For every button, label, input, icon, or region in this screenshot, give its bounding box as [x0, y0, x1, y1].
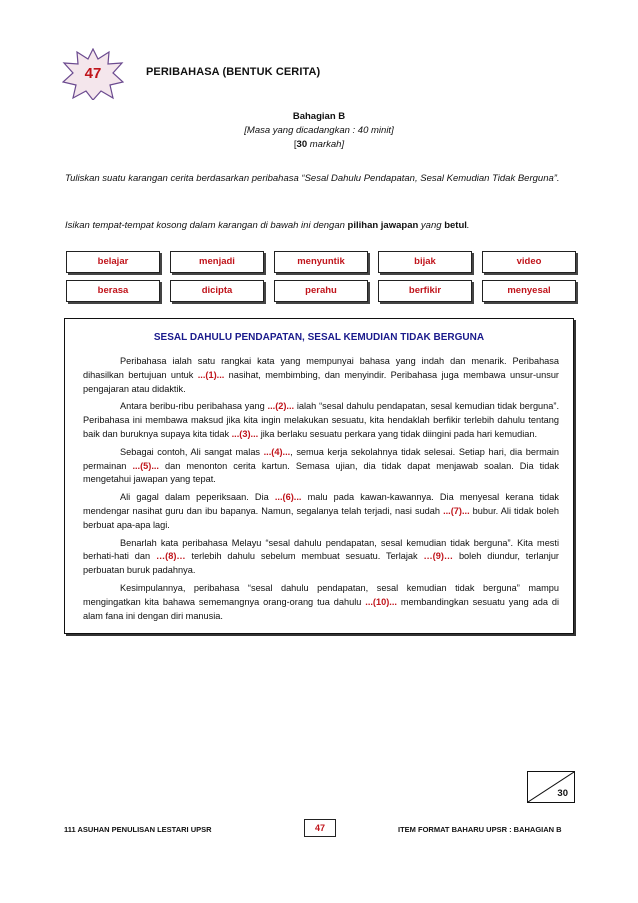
score-box [527, 771, 575, 803]
blank-4: ...(4)... [263, 446, 291, 457]
blank-9: …(9)… [423, 551, 454, 562]
story-paragraph: Kesimpulannya, peribahasa “sesal dahulu pendapatan, sesal kemudian tidak berguna” mampu mengingatkan kita bahawa sememangnya orang-orang tua dahulu ...(10)... membandingkan sesuatu yang ada di alam fana ini dengan diri manusia. [83, 582, 559, 621]
blank-7: ...(7)... [443, 505, 470, 516]
page-number: 47 [304, 819, 336, 837]
instruction-fill: Isikan tempat-tempat kosong dalam karangan di bawah ini dengan pilihan jawapan yang betul. [65, 220, 470, 231]
time-note: [Masa yang dicadangkan : 40 minit] [244, 125, 394, 136]
story-title: SESAL DAHULU PENDAPATAN, SESAL KEMUDIAN TIDAK BERGUNA [153, 332, 485, 343]
blank-1: ...(1)... [197, 369, 225, 380]
max-score: 30 [557, 788, 568, 799]
word-option: menyuntik [274, 251, 368, 273]
blank-2: ...(2)... [267, 401, 295, 412]
story-box [64, 318, 574, 634]
story-paragraph: Ali gagal dalam peperiksaan. Dia ...(6)... malu pada kawan-kawannya. Dia menyesal kerana tidak mendengar nasihat guru dan ibu bapanya. Namun, segalanya telah terjadi, nasi sudah ...(7)... bubur. Ali tidak boleh berbuat apa-apa lagi. [83, 492, 560, 530]
footer-right: ITEM FORMAT BAHARU UPSR : BAHAGIAN B [398, 825, 562, 834]
blank-6: ...(6)... [274, 492, 302, 503]
number-badge [62, 48, 124, 100]
word-option: video [482, 251, 576, 273]
story-paragraph: Sebagai contoh, Ali sangat malas ...(4)..., semua kerja sekolahnya tidak selesai. Setiap hari, dia bermain permainan ...(5)... dan menonton cerita kartun. Semasa ujian, dia tidak dapat menjawab soalan. Dia tidak mengetahui jawapan yang tepat. [83, 446, 560, 485]
word-bank-row-1 [66, 251, 576, 273]
word-option: belajar [66, 251, 160, 273]
marks-value: 30 [296, 139, 308, 150]
marks-note: [30 markah] [293, 139, 345, 150]
story-paragraph: Antara beribu-ribu peribahasa yang ...(2)... ialah “sesal dahulu pendapatan, sesal kemudian tidak berguna”. Peribahasa ini membawa maksud jika kita ingin melakukan sesuatu, kita hendaklah berfikir terlebih dahulu tentang baik dan buruknya supaya kita tidak ...(3)... jika berlaku sesuatu perkara yang tidak diingini pada hari kemudian. [83, 401, 559, 439]
badge-number: 47 [84, 65, 102, 82]
section-name: Bahagian B [292, 111, 346, 122]
story-paragraph: Peribahasa ialah satu rangkai kata yang mempunyai bahasa yang indah dan menarik. Peribahasa dihasilkan bertujuan untuk ...(1)... nasihat, membimbing, dan menyindir. Peribahasa juga membawa unsur-unsur pengajaran atau didaktik. [83, 356, 559, 394]
word-option: dicipta [170, 280, 264, 302]
word-option: perahu [274, 280, 368, 302]
story-body [83, 355, 559, 627]
word-option: berfikir [378, 280, 472, 302]
word-option: berasa [66, 280, 160, 302]
blank-10: ...(10)... [365, 596, 397, 607]
word-option: menyesal [482, 280, 576, 302]
word-bank-row-2 [66, 280, 576, 302]
story-paragraph: Benarlah kata peribahasa Melayu “sesal dahulu pendapatan, sesal kemudian tidak berguna”. Kita mesti berhati-hati dan …(8)… terlebih dahulu sebelum membuat sesuatu. Terlajak …(9)… boleh diundur, terlanjur perbuatan buruk padahnya. [83, 537, 559, 576]
page-title: PERIBAHASA (BENTUK CERITA) [146, 66, 321, 78]
word-option: bijak [378, 251, 472, 273]
blank-5: ...(5)... [132, 460, 159, 471]
blank-8: …(8)… [155, 551, 186, 562]
footer-left: 111 ASUHAN PENULISAN LESTARI UPSR [64, 825, 212, 834]
word-option: menjadi [170, 251, 264, 273]
blank-3: ...(3)... [231, 428, 259, 439]
instruction-text: Tuliskan suatu karangan cerita berdasarkan peribahasa “Sesal Dahulu Pendapatan, Sesal Kemudian Tidak Berguna”. [65, 173, 560, 184]
